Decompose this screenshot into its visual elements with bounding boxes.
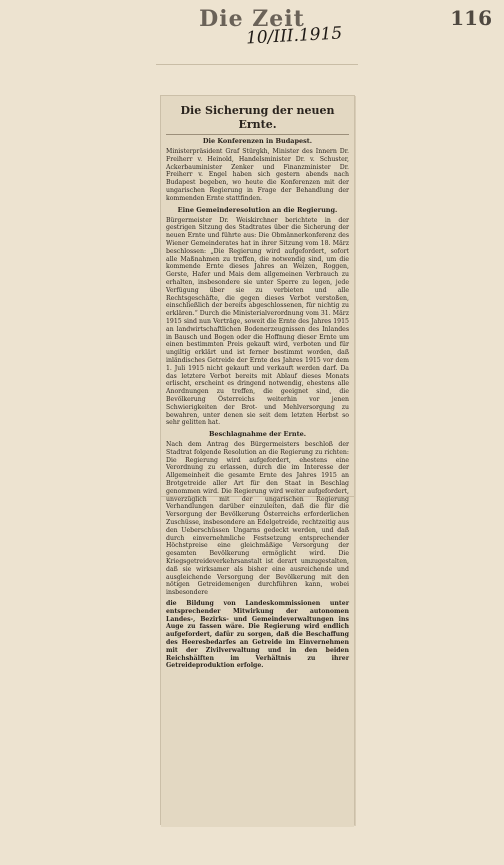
newspaper-title: Die Zeit (199, 6, 305, 32)
title-rule (166, 134, 349, 135)
article-intro: Ministerpräsident Graf Stürgkh, Minister des Innern Dr. Freiherr v. Heinold, Handelsminister Dr. v. Schuster, Ackerbauminister Zenker und Finanzminister Dr. Freiherr v. Engel haben sich gestern abends nach Budapest begeben, wo heute die Konferenzen mit der ungarischen Regierung in Frage der Behandlung der kommenden Ernte stattfinden. (166, 148, 349, 202)
newspaper-clipping (160, 95, 355, 825)
section-heading-seizure: Beschlagnahme der Ernte. (208, 430, 306, 439)
underline-divider (156, 64, 358, 65)
section-text-resolution: Bürgermeister Dr. Weiskirchner berichtete in der gestrigen Sitzung des Stadtrates über die Sicherung der neuen Ernte und führte aus: Die Obmännerkonferenz des Wiener Gemeinderates hat in ihrer Sitzung vom 18. März beschlossen: „Die Regierung wird aufgefordert, sofort alle Maßnahmen zu treffen, die notwendig sind, um die kommende Ernte dieses Jahres an Weizen, Roggen, Gerste, Hafer und Mais dem allgemeinen Verbrauch zu erhalten, insbesondere sie unter Sperre zu legen, jede Verfügung über sie zu verbieten und alle Rechtsgeschäfte, die gegen dieses Verbot verstoßen, einschließlich der bereits abgeschlossenen, für nichtig zu erklären.“ Durch die Ministerialverordnung vom 31. März 1915 sind nun Verträge, soweit die Ernte des Jahres 1915 an landwirtschaftlichen Bodenerzeugnissen des Inlandes in Bausch und Bogen oder die Hoffnung dieser Ernte um einen bestimmten Preis gekauft wird, verboten und für ungiltig erklärt und ist ferner bestimmt worden, daß inländisches Getreide der Ernte des Jahres 1915 vor dem 1. Juli 1915 nicht gekauft und verkauft werden darf. Da das letztere Verbot bereits mit Ablauf dieses Monats erlischt, erscheint es dringend notwendig, ehestens alle Anordnungen zu treffen, die geeignet sind, die Bevölkerung Österreichs weiterhin vor jenen Schwierigkeiten der Brot- und Mehlversorgung zu bewahren, unter denen sie seit dem letzten Herbst so sehr gelitten hat. (166, 216, 349, 427)
section-heading-resolution: Eine Gemeinderesolution an die Regierung. (177, 205, 338, 214)
handwritten-date: 10/III.1915 (245, 23, 343, 49)
section-text-seizure: Nach dem Antrag des Bürgermeisters beschloß der Stadtrat folgende Resolution an die Regierung zu richten: Die Regierung wird aufgefordert, ehestens eine Verordnung zu erlassen, durch die im Interesse der Allgemeinheit die gesamte Ernte des Jahres 1915 an Brotgetreide aller Art für den Staat in Beschlag genommen wird. Die Regierung wird weiter aufgefordert, unverzüglich mit der ungarischen Regierung Verhandlungen darüber einzuleiten, daß die für die Versorgung der Bevölkerung Österreichs erforderlichen Zuschüsse, insbesondere an Edelgetreide, rechtzeitig aus den Ueberschüssen Ungarns gedeckt werden, und daß durch einvernehmliche Festsetzung entsprechender Höchstpreise eine gleichmäßige Versorgung der gesamten Bevölkerung ermöglicht wird. Die Kriegsgetreideverkehrsanstalt ist derart umzugestalten, daß sie wirksamer als bisher eine ausreichende und ausgleichende Versorgung der Bevölkerung mit den nötigen Getreidemengen durchführen kann, wobei insbesondere (166, 441, 349, 597)
article-subtitle: Die Konferenzen in Budapest. (202, 137, 313, 145)
article-body (166, 102, 349, 676)
article-title: Die Sicherung der neuen Ernte. (180, 104, 335, 131)
page-number: 116 (450, 6, 492, 30)
section-text-commissions: die Bildung von Landeskommissionen unter entsprechender Mitwirkung der autonomen Landes-, Bezirks- und Gemeindeverwaltungen ins Auge zu fassen wäre. Die Regierung wird endlich aufgefordert, dafür zu sorgen, daß die Beschaffung des Heeresbedarfes an Getreide im Einvernehmen mit der Zivilverwaltung und in den beiden Reichshälften im Verhältnis zu ihrer Getreideproduktion erfolge. (166, 600, 349, 670)
